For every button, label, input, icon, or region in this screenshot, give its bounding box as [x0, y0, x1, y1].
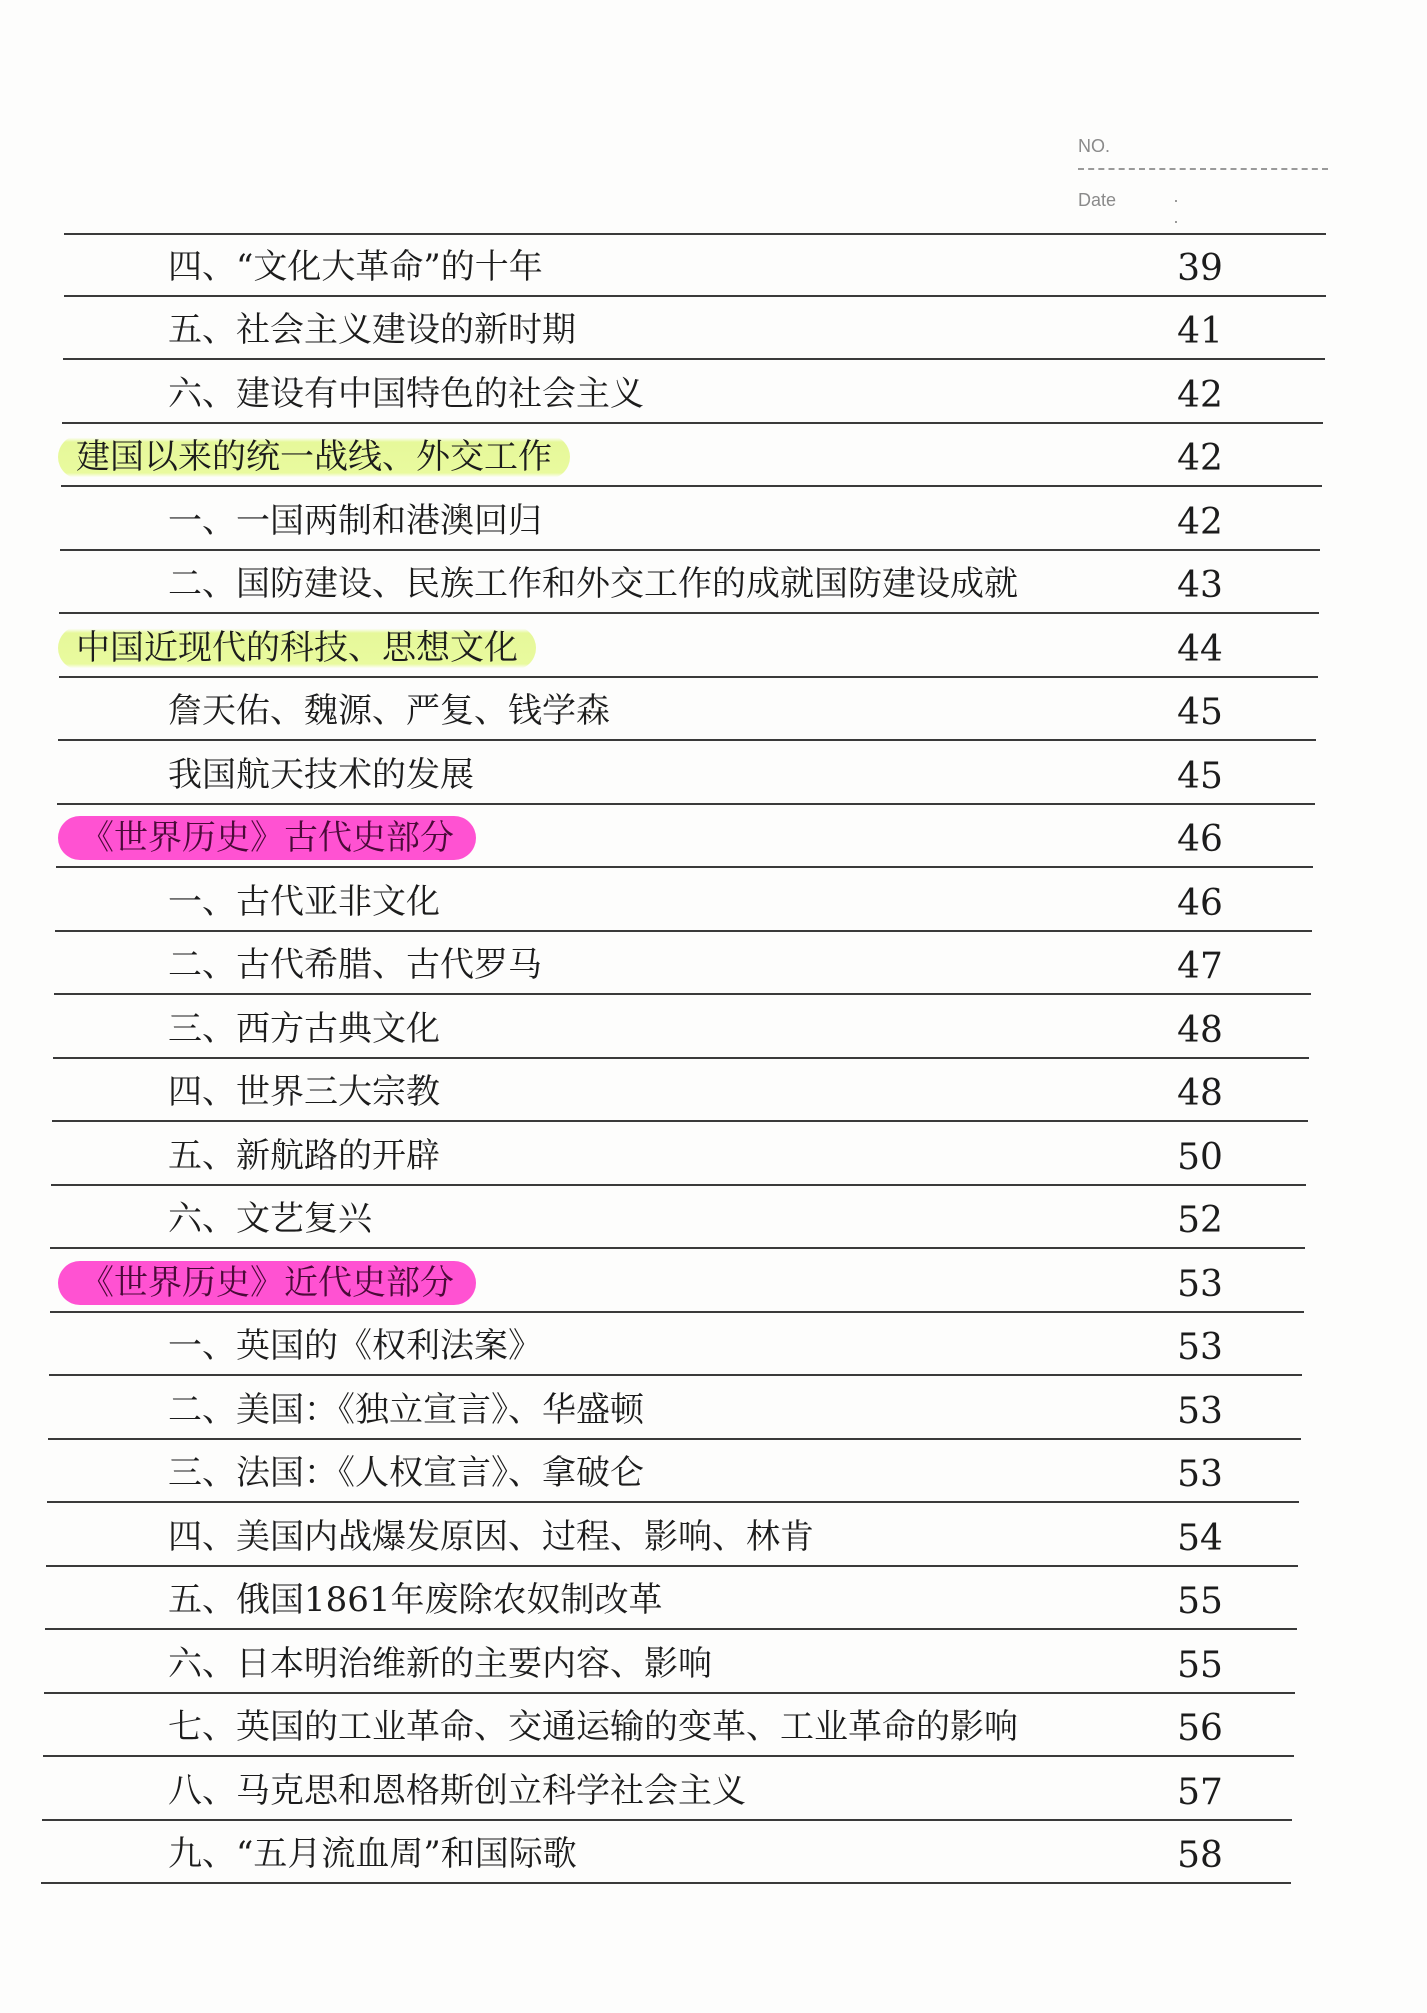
toc-row	[0, 1313, 1427, 1377]
toc-page-number: 48	[1177, 1073, 1223, 1114]
toc-row	[0, 1630, 1427, 1694]
toc-page-number: 56	[1177, 1708, 1223, 1749]
toc-entry-title: 四、美国内战爆发原因、过程、影响、林肯	[168, 1516, 814, 1557]
toc-entry-title: 五、俄国1861年废除农奴制改革	[168, 1580, 663, 1620]
toc-page-number: 53	[1177, 1454, 1223, 1495]
toc-row	[0, 487, 1427, 551]
toc-entry-title: 六、文艺复兴	[168, 1199, 372, 1239]
toc-row	[0, 297, 1427, 361]
toc-entry-title: 六、日本明治维新的主要内容、影响	[168, 1643, 712, 1684]
toc-entry-title: 六、建设有中国特色的社会主义	[168, 373, 644, 414]
toc-entry-title: 四、世界三大宗教	[168, 1072, 440, 1112]
no-dashed-line	[1078, 168, 1328, 170]
toc-row	[0, 1694, 1427, 1758]
toc-row	[0, 1503, 1427, 1567]
toc-page-number: 57	[1177, 1771, 1223, 1813]
toc-entry-title: 四、“文化大革命”的十年	[168, 246, 543, 287]
toc-entry-title: 二、国防建设、民族工作和外交工作的成就国防建设成就	[168, 564, 1018, 604]
toc-row	[0, 1249, 1427, 1313]
toc-row	[0, 932, 1427, 996]
toc-page-number: 54	[1177, 1517, 1223, 1559]
toc-page-number: 58	[1177, 1835, 1223, 1876]
date-dots: · ·	[1173, 190, 1227, 231]
toc-row	[0, 678, 1427, 742]
ruled-line	[41, 1882, 1291, 1884]
toc-entry-title: 一、一国两制和港澳回归	[168, 500, 542, 541]
toc-row	[0, 1440, 1427, 1504]
toc-entry-title: 二、美国：《独立宣言》、华盛顿	[168, 1389, 644, 1430]
toc-entry-title: 一、古代亚非文化	[168, 881, 440, 922]
toc-row	[0, 1376, 1427, 1440]
toc-page-number: 47	[1177, 946, 1223, 987]
toc-row	[0, 1757, 1427, 1821]
date-label: Date	[1078, 190, 1117, 210]
toc-row	[0, 233, 1427, 297]
toc-entry-title: 八、马克思和恩格斯创立科学社会主义	[168, 1770, 746, 1811]
toc-page-number: 39	[1177, 247, 1223, 289]
toc-page-number: 45	[1177, 755, 1223, 797]
toc-entry-title: 三、西方古典文化	[168, 1008, 440, 1049]
toc-row	[0, 1122, 1427, 1186]
toc-entry-title: 五、社会主义建设的新时期	[168, 310, 576, 350]
toc-entry-title: 五、新航路的开辟	[168, 1135, 440, 1176]
toc-page-number: 46	[1177, 819, 1223, 860]
toc-page-number: 42	[1177, 374, 1223, 416]
toc-entry-title: 九、“五月流血周”和国际歌	[168, 1834, 577, 1874]
toc-entry-title: 我国航天技术的发展	[168, 754, 474, 795]
toc-row	[0, 741, 1427, 805]
toc-page-number: 48	[1177, 1009, 1223, 1051]
toc-entry-title: 一、英国的《权利法案》	[168, 1326, 542, 1366]
toc-row	[0, 424, 1427, 488]
toc-page-number: 42	[1177, 438, 1223, 479]
toc-page-number: 55	[1177, 1644, 1223, 1686]
table-of-contents	[0, 233, 1427, 1884]
toc-row	[0, 1186, 1427, 1250]
no-label: NO.	[1078, 136, 1111, 156]
toc-row	[0, 360, 1427, 424]
toc-row	[0, 995, 1427, 1059]
toc-page-number: 53	[1177, 1390, 1223, 1432]
toc-entry-title: 詹天佑、魏源、严复、钱学森	[168, 691, 610, 731]
section-heading: 《世界历史》古代史部分	[58, 816, 476, 860]
toc-row	[0, 868, 1427, 932]
toc-page-number: 45	[1177, 692, 1223, 733]
toc-row	[0, 1059, 1427, 1123]
toc-page-number: 43	[1177, 565, 1223, 606]
toc-page-number: 42	[1177, 501, 1223, 543]
toc-row	[0, 551, 1427, 615]
toc-page-number: 53	[1177, 1263, 1223, 1305]
toc-entry-title: 三、法国：《人权宣言》、拿破仑	[168, 1453, 644, 1493]
toc-row	[0, 805, 1427, 869]
section-heading: 《世界历史》近代史部分	[58, 1261, 476, 1305]
toc-row	[0, 1567, 1427, 1631]
toc-page-number: 41	[1177, 311, 1223, 352]
toc-page-number: 46	[1177, 882, 1223, 924]
toc-entry-title: 二、古代希腊、古代罗马	[168, 945, 542, 985]
toc-row	[0, 614, 1427, 678]
toc-row	[0, 1821, 1427, 1885]
toc-page-number: 52	[1177, 1200, 1223, 1241]
toc-page-number: 53	[1177, 1327, 1223, 1368]
toc-entry-title: 七、英国的工业革命、交通运输的变革、工业革命的影响	[168, 1707, 1018, 1747]
toc-page-number: 55	[1177, 1581, 1223, 1622]
toc-page-number: 50	[1177, 1136, 1223, 1178]
toc-page-number: 44	[1177, 628, 1223, 670]
section-heading: 建国以来的统一战线、外交工作	[58, 435, 570, 479]
section-heading: 中国近现代的科技、思想文化	[58, 626, 536, 670]
